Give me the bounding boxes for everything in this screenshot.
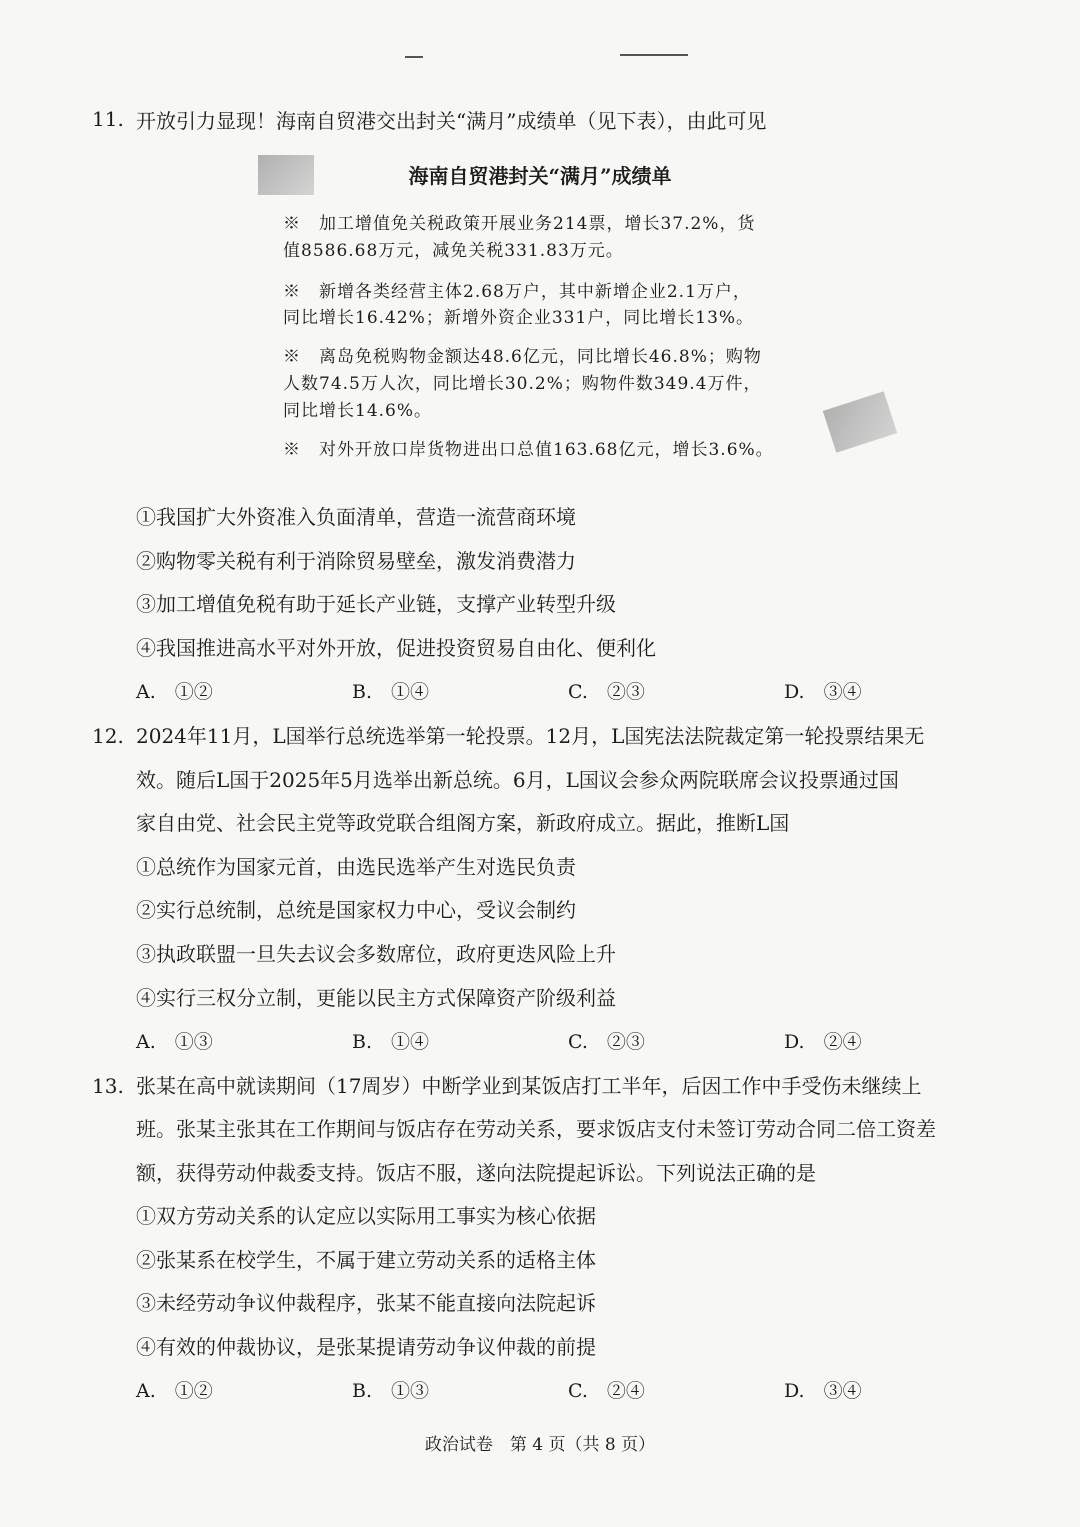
page-footer: 政治试卷 第 4 页（共 8 页） [424,1435,656,1455]
table-line-6: 人数74.5万人次，同比增长30.2%；购物件数349.4万件， [283,374,762,394]
q12-statement-4: ④实行三权分立制，更能以民主方式保障资产阶级利益 [136,986,616,1010]
q13-statement-1: ①双方劳动关系的认定应以实际用工事实为核心依据 [136,1204,596,1228]
q11-option-d[interactable]: D. ③④ [784,681,862,703]
q13-statement-4: ④有效的仲裁协议，是张某提请劳动争议仲裁的前提 [136,1335,596,1359]
q13-option-c[interactable]: C. ②④ [568,1380,645,1402]
question-12-stem-2: 效。随后L国于2025年5月选举出新总统。6月，L国议会参众两院联席会议投票通过国 [136,768,899,792]
table-line-7: 同比增长14.6%。 [283,401,433,421]
q11-statement-4: ④我国推进高水平对外开放，促进投资贸易自由化、便利化 [136,636,656,660]
q11-option-b[interactable]: B. ①④ [352,681,430,703]
q11-statement-3: ③加工增值免税有助于延长产业链，支撑产业转型升级 [136,592,616,616]
q12-statement-3: ③执政联盟一旦失去议会多数席位，政府更迭风险上升 [136,942,616,966]
q11-statement-2: ②购物零关税有利于消除贸易壁垒，激发消费潜力 [136,549,576,573]
table-title: 海南自贸港封关“满月”成绩单 [408,164,672,188]
question-12-number: 12. [92,724,124,748]
q12-option-b[interactable]: B. ①④ [352,1031,430,1053]
header-mark-right [620,54,688,56]
table-line-1: ※ 加工增值免关税政策开展业务214票，增长37.2%，货 [283,214,756,234]
table-line-4: 同比增长16.42%；新增外资企业331户，同比增长13%。 [283,308,755,328]
q11-option-a[interactable]: A. ①② [136,681,213,703]
question-13-stem-3: 额，获得劳动仲裁委支持。饭店不服，遂向法院提起诉讼。下列说法正确的是 [136,1161,816,1185]
question-13-stem-1: 张某在高中就读期间（17周岁）中断学业到某饭店打工半年，后因工作中手受伤未继续上 [136,1074,922,1098]
q12-option-c[interactable]: C. ②③ [568,1031,645,1053]
q11-statement-1: ①我国扩大外资准入负面清单，营造一流营商环境 [136,505,576,529]
q12-option-d[interactable]: D. ②④ [784,1031,862,1053]
table-line-5: ※ 离岛免税购物金额达48.6亿元，同比增长46.8%；购物 [283,347,762,367]
question-11-stem: 开放引力显现！海南自贸港交出封关“满月”成绩单（见下表），由此可见 [136,109,767,133]
question-12-stem-3: 家自由党、社会民主党等政党联合组阁方案，新政府成立。据此，推断L国 [136,811,790,835]
scan-smudge-right [823,391,897,453]
q13-statement-2: ②张某系在校学生，不属于建立劳动关系的适格主体 [136,1248,596,1272]
q13-option-a[interactable]: A. ①② [136,1380,213,1402]
question-13-number: 13. [92,1074,124,1098]
question-11-number: 11. [92,107,124,131]
q12-statement-2: ②实行总统制，总统是国家权力中心，受议会制约 [136,898,576,922]
table-line-8: ※ 对外开放口岸货物进出口总值163.68亿元，增长3.6%。 [283,440,774,460]
q11-option-c[interactable]: C. ②③ [568,681,645,703]
q12-statement-1: ①总统作为国家元首，由选民选举产生对选民负责 [136,855,576,879]
table-line-3: ※ 新增各类经营主体2.68万户，其中新增企业2.1万户， [283,282,751,302]
q13-option-d[interactable]: D. ③④ [784,1380,862,1402]
question-13-stem-2: 班。张某主张其在工作期间与饭店存在劳动关系，要求饭店支付未签订劳动合同二倍工资差 [136,1117,936,1141]
header-mark-left [405,56,423,58]
q13-statement-3: ③未经劳动争议仲裁程序，张某不能直接向法院起诉 [136,1291,596,1315]
question-12-stem-1: 2024年11月，L国举行总统选举第一轮投票。12月，L国宪法法院裁定第一轮投票结果无 [136,724,925,748]
table-line-2: 值8586.68万元，减免关税331.83万元。 [283,241,624,261]
q13-option-b[interactable]: B. ①③ [352,1380,430,1402]
q12-option-a[interactable]: A. ①③ [136,1031,213,1053]
